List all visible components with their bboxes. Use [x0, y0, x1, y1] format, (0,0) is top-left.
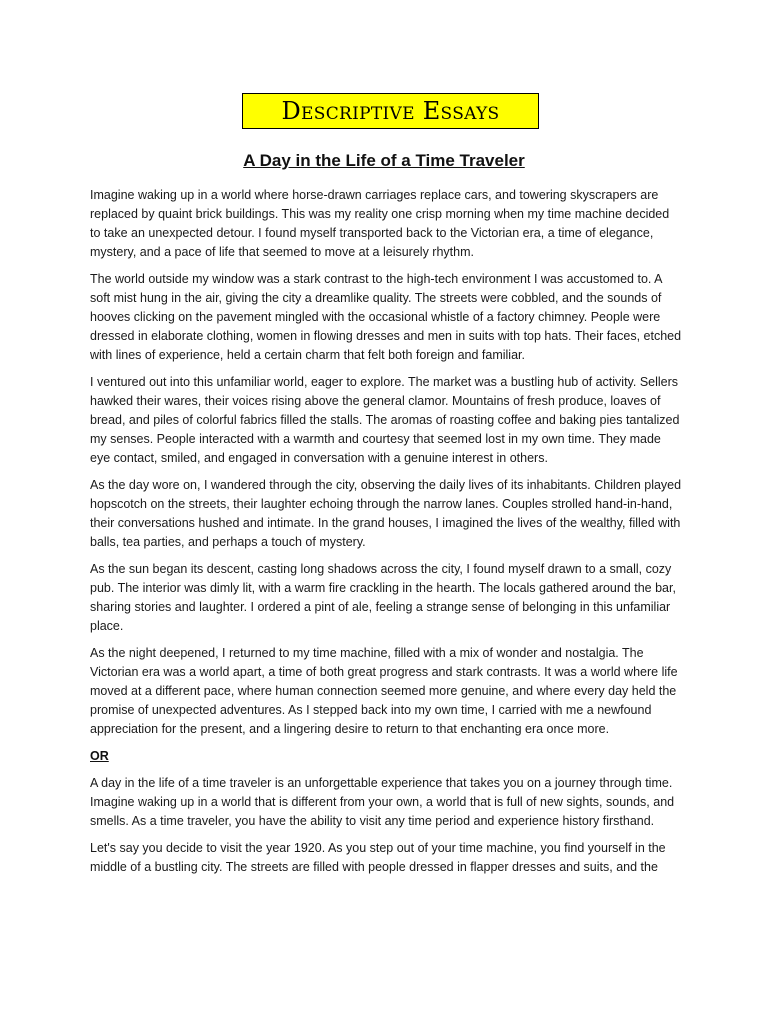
section-banner	[242, 93, 539, 129]
essay-paragraph: As the sun began its descent, casting long shadows across the city, I found myself drawn to a small, cozy pub. The interior was dimly lit, with a warm fire crackling in the hearth. The locals gathered around the bar, sharing stories and laughter. I ordered a pint of ale, feeling a strange sense of belonging in this unfamiliar place.	[90, 562, 676, 633]
essay-paragraph: As the night deepened, I returned to my time machine, filled with a mix of wonder and nostalgia. The Victorian era was a world apart, a time of both great progress and stark contrasts. It was a world where life moved at a different pace, where human connection seemed more genuine, and where every day held the promise of unexpected adventures. As I stepped back into my own time, I carried with me a newfound appreciation for the present, and a lingering desire to return to that enchanting era once more.	[90, 646, 678, 736]
essay-paragraph: The world outside my window was a stark contrast to the high-tech environment I was accustomed to. A soft mist hung in the air, giving the city a dreamlike quality. The streets were cobbled, and the sounds of hooves clicking on the pavement mingled with the occasional whistle of a factory chimney. People were dressed in elaborate clothing, women in flowing dresses and men in suits with top hats. Their faces, etched with lines of experience, held a certain charm that felt both foreign and familiar.	[90, 272, 682, 362]
alternate-paragraph: A day in the life of a time traveler is an unforgettable experience that takes you on a journey through time. Imagine waking up in a world that is different from your own, a world that is full of new sights, sounds, and smells. As a time traveler, you have the ability to visit any time period and experience history firsthand.	[90, 776, 675, 828]
or-separator: OR	[90, 749, 109, 763]
essay-paragraph: Imagine waking up in a world where horse-drawn carriages replace cars, and towering skyscrapers are replaced by quaint brick buildings. This was my reality one crisp morning when my time machine decided to take an unexpected detour. I found myself transported back to the Victorian era, a time of elegance, mystery, and a pace of life that seemed to move at a leisurely rhythm.	[90, 188, 670, 259]
alternate-paragraph: Let's say you decide to visit the year 1920. As you step out of your time machine, you find yourself in the middle of a bustling city. The streets are filled with people dressed in flapper dresses and suits, and the	[90, 841, 666, 874]
essay-paragraph: As the day wore on, I wandered through the city, observing the daily lives of its inhabitants. Children played hopscotch on the streets, their laughter echoing through the narrow lanes. Couples strolled hand-in-hand, their conversations hushed and intimate. In the grand houses, I imagined the lives of the wealthy, filled with balls, tea parties, and perhaps a touch of mystery.	[90, 478, 682, 549]
section-banner-text: Descriptive Essays	[281, 97, 500, 125]
essay-title: A Day in the Life of a Time Traveler	[243, 151, 525, 170]
essay-paragraph: I ventured out into this unfamiliar world, eager to explore. The market was a bustling hub of activity. Sellers hawked their wares, their voices rising above the general clamor. Mountains of fresh produce, loaves of bread, and piles of colorful fabrics filled the stalls. The aromas of roasting coffee and baking pies tantalized my senses. People interacted with a warmth and courtesy that seemed lost in my own time. They made eye contact, smiled, and engaged in conversation with a genuine interest in others.	[90, 375, 680, 465]
essay-body	[90, 186, 682, 885]
